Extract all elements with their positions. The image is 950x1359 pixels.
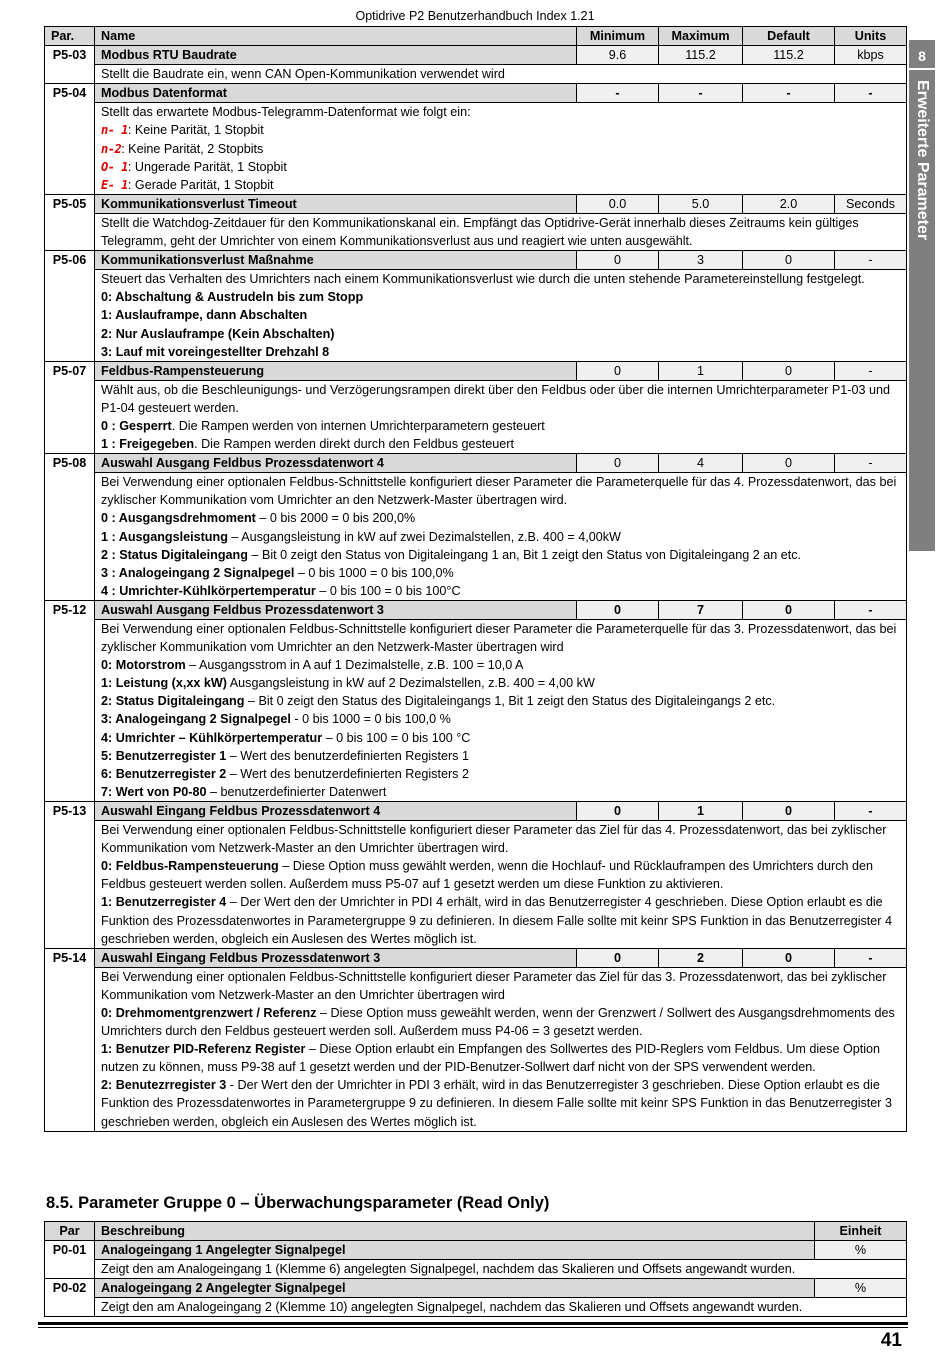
option-label: 0: Feldbus-Rampensteuerung [101, 859, 279, 874]
param-minimum: - [577, 84, 659, 103]
option-line [101, 306, 900, 324]
param-description [95, 473, 907, 601]
option-label: 0 : Ausgangsdrehmoment [101, 511, 256, 526]
option-label: 3: Analogeingang 2 Signalpegel [101, 712, 291, 727]
option-text: – Bit 0 zeigt den Status des Digitaleingangs 1, Bit 1 zeigt den Status des Digitaleingangs 2 etc. [244, 694, 776, 709]
display-code: n- 1 [101, 123, 128, 138]
option-text: – Diese Option muss gewählt werden, wenn die Hochlauf- und Rücklauframpen des Umrichters durch den Feldbus gesteuert werden sollen. Außerdem muss P5-07 auf 1 gesetzt werden um diese Funktion zu aktivieren. [101, 859, 874, 892]
option-line [101, 564, 900, 582]
monitoring-parameter-table [44, 1221, 907, 1317]
option-label: 7: Wert von P0-80 [101, 784, 207, 799]
option-line [101, 729, 900, 747]
option-line [101, 710, 900, 728]
param-units: - [835, 948, 907, 967]
col-header-default: Default [743, 27, 835, 46]
option-text: – Wert des benutzerdefinierten Registers 1 [226, 748, 469, 763]
option-line [101, 158, 900, 176]
table-row-description [45, 270, 907, 361]
param-maximum: 1 [659, 361, 743, 380]
option-label: 2 : Status Digitaleingang [101, 547, 248, 562]
option-text: . Die Rampen werden direkt durch den Feldbus gesteuert [194, 437, 514, 452]
table-row [45, 1279, 907, 1298]
param-name: Auswahl Ausgang Feldbus Prozessdatenwort 4 [95, 454, 577, 473]
table-row [45, 46, 907, 65]
param-code: P5-13 [45, 801, 95, 948]
option-text: – Diese Option muss geweählt werden, wenn der Grenzwert / Sollwert des Ausgangsdrehmoments des Umrichters durch den Feldbus gesteuert werden soll. Außerdem muss P4-06 = 3 gesetzt werden. [101, 1005, 895, 1039]
option-label: 0: Abschaltung & Austrudeln bis zum Stopp [101, 290, 364, 305]
param-default: 0 [743, 948, 835, 967]
option-label: 1: Benutzer PID-Referenz Register [101, 1042, 306, 1057]
param-units: - [835, 84, 907, 103]
option-text: : Ungerade Parität, 1 Stopbit [127, 159, 287, 174]
param-code: P5-05 [45, 194, 95, 250]
table-row-description [45, 103, 907, 194]
param-units: - [835, 361, 907, 380]
option-line [101, 783, 900, 801]
section-title: 8.5. Parameter Gruppe 0 – Überwachungsparameter (Read Only) [46, 1194, 550, 1212]
param-maximum: 5.0 [659, 194, 743, 213]
chapter-side-tab [909, 40, 935, 551]
footer-rule-thin [38, 1327, 908, 1328]
col-header-par: Par [45, 1222, 95, 1241]
option-text: – Bit 0 zeigt den Status von Digitaleingang 1 an, Bit 1 zeigt den Status von Digitaleingang 2 an etc. [247, 547, 802, 562]
col-header-minimum: Minimum [577, 27, 659, 46]
param-description [95, 103, 907, 194]
param-minimum: 0 [577, 251, 659, 270]
option-text: : Keine Parität, 1 Stopbit [127, 123, 264, 138]
option-text: – 0 bis 1000 = 0 bis 100,0% [294, 565, 454, 580]
option-label: 3: Lauf mit voreingestellter Drehzahl 8 [101, 344, 330, 359]
option-line [101, 176, 900, 194]
table-row [45, 801, 907, 820]
param-maximum: 7 [659, 600, 743, 619]
option-line [101, 893, 900, 947]
param-code: P5-03 [45, 46, 95, 84]
option-text: – Wert des benutzerdefinierten Registers 2 [226, 766, 469, 781]
option-label: 6: Benutzerregister 2 [101, 766, 227, 781]
param-description: Stellt die Baudrate ein, wenn CAN Open-Kommunikation verwendet wird [95, 65, 907, 84]
col-header-units: Units [835, 27, 907, 46]
param-minimum: 9.6 [577, 46, 659, 65]
option-line [101, 140, 900, 158]
option-text: – 0 bis 100 = 0 bis 100 °C [322, 730, 471, 745]
table-row [45, 1241, 907, 1260]
option-label: 2: Status Digitaleingang [101, 694, 245, 709]
param-maximum: - [659, 84, 743, 103]
option-line [101, 1076, 900, 1130]
param-maximum: 1 [659, 801, 743, 820]
param-code: P5-12 [45, 600, 95, 801]
page-number: 41 [880, 1330, 902, 1351]
option-text: : Gerade Parität, 1 Stopbit [127, 177, 274, 192]
param-maximum: 3 [659, 251, 743, 270]
param-name: Analogeingang 2 Angelegter Signalpegel [95, 1279, 815, 1298]
option-line [101, 121, 900, 139]
param-maximum: 4 [659, 454, 743, 473]
display-code: E- 1 [101, 177, 128, 192]
param-default: 115.2 [743, 46, 835, 65]
option-label: 0: Motorstrom [101, 658, 186, 673]
param-default: 0 [743, 454, 835, 473]
table-row [45, 361, 907, 380]
param-units: kbps [835, 46, 907, 65]
param-description-intro: Stellt das erwartete Modbus-Telegramm-Datenformat wie folgt ein: [101, 105, 471, 120]
param-description [95, 821, 907, 949]
param-minimum: 0 [577, 454, 659, 473]
param-description-intro: Steuert das Verhalten des Umrichters nach einem Kommunikationsverlust wie durch die unten stehende Parametereinstellung festgelegt. [101, 272, 865, 287]
option-line [101, 582, 900, 600]
option-text: Ausgangsleistung in kW auf 2 Dezimalstellen, z.B. 400 = 4,00 kW [226, 676, 595, 691]
option-text: – Ausgangsstrom in A auf 1 Dezimalstelle, z.B. 100 = 10,0 A [185, 658, 524, 673]
param-units: - [835, 801, 907, 820]
option-label: 1: Leistung (x,xx kW) [101, 676, 227, 691]
param-name: Auswahl Ausgang Feldbus Prozessdatenwort 3 [95, 600, 577, 619]
param-default: 0 [743, 251, 835, 270]
option-line [101, 857, 900, 893]
param-code: P0-01 [45, 1241, 95, 1279]
table-row-description [45, 967, 907, 1131]
option-text: - Der Wert den der Umrichter in PDI 3 erhält, wird in das Benutzerregister 3 geschrieben. Diese Option erlaubt es die Funktion des Prozessdatenwortes in Parametergruppe 9 zu definieren. In diesem Falle sollte mit keinr SPS Funktion in das Benutzerregister 3 geschrieben werden, obgleich ein Auslesen des Wertes möglich ist. [101, 1078, 893, 1129]
param-description: Zeigt den am Analogeingang 2 (Klemme 10) angelegten Signalpegel, nachdem das Skalieren und Offsets angewandt wurden. [95, 1298, 907, 1317]
param-name: Analogeingang 1 Angelegter Signalpegel [95, 1241, 815, 1260]
table-row-description [45, 213, 907, 250]
table-row [45, 251, 907, 270]
option-text: – benutzerdefinierter Datenwert [206, 784, 387, 799]
footer-rule [38, 1322, 908, 1325]
table-row-description [45, 821, 907, 949]
option-text: – Der Wert den der Umrichter in PDI 4 erhält, wird in das Benutzerregister 4 geschrieben. Diese Option erlaubt es die Funktion des Prozessdatenwortes in Parametergruppe 9 zu definieren. In diesem Falle sollte mit keinr SPS Funktion in das Benutzerregister 4 geschrieben werden, obgleich ein Auslesen des Wertes möglich ist. [101, 895, 893, 946]
option-label: 5: Benutzerregister 1 [101, 748, 227, 763]
col-header-description: Beschreibung [95, 1222, 815, 1241]
option-line [101, 546, 900, 564]
option-text: – 0 bis 2000 = 0 bis 200,0% [255, 511, 416, 526]
table-row-description [45, 620, 907, 802]
option-line [101, 325, 900, 343]
chapter-number: 8 [909, 48, 935, 70]
display-code: n-2 [101, 141, 122, 156]
table-row-description [45, 1298, 907, 1317]
param-minimum: 0 [577, 600, 659, 619]
param-minimum: 0 [577, 948, 659, 967]
param-name: Modbus Datenformat [95, 84, 577, 103]
option-label: 2: Benutezrregister 3 [101, 1078, 227, 1093]
option-label: 1 : Ausgangsleistung [101, 529, 228, 544]
param-default: 0 [743, 600, 835, 619]
param-name: Kommunikationsverlust Timeout [95, 194, 577, 213]
display-code: O- 1 [101, 159, 128, 174]
option-label: 2: Nur Auslauframpe (Kein Abschalten) [101, 326, 335, 341]
option-text: – 0 bis 100 = 0 bis 100°C [315, 583, 461, 598]
option-label: 4 : Umrichter-Kühlkörpertemperatur [101, 583, 316, 598]
col-header-maximum: Maximum [659, 27, 743, 46]
param-default: 0 [743, 361, 835, 380]
param-units: - [835, 251, 907, 270]
param-code: P5-04 [45, 84, 95, 195]
param-description-intro: Bei Verwendung einer optionalen Feldbus-Schnittstelle konfiguriert dieser Parameter das Ziel für das 4. Prozessdatenwort, das bei zyklischer Kommunikation vom Netzwerk-Master an den Umrichter übertragen wird. [101, 823, 887, 856]
param-description-intro: Wählt aus, ob die Beschleunigungs- und Verzögerungsrampen direkt über den Feldbus oder über die internen Umrichterparameter P1-03 und P1-04 gesteuert werden. [101, 382, 890, 415]
param-name: Feldbus-Rampensteuerung [95, 361, 577, 380]
option-label: 0 : Gesperrt [101, 418, 172, 433]
table-row-description [45, 380, 907, 453]
option-line [101, 765, 900, 783]
option-label: 1: Auslauframpe, dann Abschalten [101, 308, 308, 323]
table-row [45, 948, 907, 967]
option-label: 0: Drehmomentgrenzwert / Referenz [101, 1005, 317, 1020]
param-name: Auswahl Eingang Feldbus Prozessdatenwort 4 [95, 801, 577, 820]
param-name: Kommunikationsverlust Maßnahme [95, 251, 577, 270]
param-name: Modbus RTU Baudrate [95, 46, 577, 65]
option-text: . Die Rampen werden von internen Umrichterparametern gesteuert [171, 418, 545, 433]
table-row-description [45, 65, 907, 84]
table-header-row [45, 1222, 907, 1241]
param-description-intro: Bei Verwendung einer optionalen Feldbus-Schnittstelle konfiguriert dieser Parameter die Parameterquelle für das 3. Prozessdatenwort, das bei zyklischer Kommunikation vom Umrichter an den Netzwerk-Master übertragen wird [101, 622, 897, 655]
param-code: P5-08 [45, 454, 95, 601]
param-code: P0-02 [45, 1279, 95, 1317]
option-line [101, 288, 900, 306]
option-line [101, 1004, 900, 1040]
param-default: - [743, 84, 835, 103]
option-line [101, 435, 900, 453]
table-row [45, 84, 907, 103]
option-line [101, 528, 900, 546]
param-default: 0 [743, 801, 835, 820]
table-row [45, 194, 907, 213]
table-header-row [45, 27, 907, 46]
chapter-label: Erweiterte Parameter [914, 80, 931, 241]
param-default: 2.0 [743, 194, 835, 213]
option-text: : Keine Parität, 2 Stopbits [121, 141, 264, 156]
param-code: P5-06 [45, 251, 95, 362]
option-text: – Ausgangsleistung in kW auf zwei Dezimalstellen, z.B. 400 = 4,00kW [227, 529, 621, 544]
option-line [101, 343, 900, 361]
option-label: 3 : Analogeingang 2 Signalpegel [101, 565, 295, 580]
col-header-unit: Einheit [815, 1222, 907, 1241]
param-description [95, 967, 907, 1131]
option-text: - 0 bis 1000 = 0 bis 100,0 % [290, 712, 451, 727]
col-header-par: Par. [45, 27, 95, 46]
table-row-description [45, 473, 907, 601]
col-header-name: Name [95, 27, 577, 46]
option-line [101, 417, 900, 435]
table-row [45, 600, 907, 619]
option-line [101, 1040, 900, 1076]
param-maximum: 2 [659, 948, 743, 967]
param-minimum: 0.0 [577, 194, 659, 213]
param-description: Zeigt den am Analogeingang 1 (Klemme 6) angelegten Signalpegel, nachdem das Skalieren und Offsets angewandt wurden. [95, 1260, 907, 1279]
param-minimum: 0 [577, 361, 659, 380]
param-description [95, 380, 907, 453]
option-text: – Diese Option erlaubt ein Empfangen des Sollwertes des PID-Reglers vom Feldbus. Um diese Option nutzen zu können, muss P9-38 auf 1 gesetzt werden und der PID-Benutzer-Sollwert darf nicht von der SPS verwendent werden. [101, 1042, 881, 1075]
param-units: - [835, 454, 907, 473]
option-line [101, 692, 900, 710]
table-row [45, 454, 907, 473]
param-description-intro: Bei Verwendung einer optionalen Feldbus-Schnittstelle konfiguriert dieser Parameter die Parameterquelle für das 4. Prozessdatenwort, das bei zyklischer Kommunikation vom Umrichter an den Netzwerk-Master übertragen wird. [101, 475, 897, 508]
option-line [101, 674, 900, 692]
param-description [95, 620, 907, 802]
param-description [95, 270, 907, 361]
option-label: 4: Umrichter – Kühlkörpertemperatur [101, 730, 323, 745]
param-units: Seconds [835, 194, 907, 213]
option-line [101, 656, 900, 674]
param-minimum: 0 [577, 801, 659, 820]
param-code: P5-14 [45, 948, 95, 1131]
parameter-table [44, 26, 907, 1132]
param-code: P5-07 [45, 361, 95, 453]
param-description-intro: Bei Verwendung einer optionalen Feldbus-Schnittstelle konfiguriert dieser Parameter das Ziel für das 3. Prozessdatenwort, das bei zyklischer Kommunikation vom Netzwerk-Master an den Umrichter übertragen wird [101, 969, 887, 1002]
param-units: - [835, 600, 907, 619]
param-unit: % [815, 1241, 907, 1260]
param-name: Auswahl Eingang Feldbus Prozessdatenwort 3 [95, 948, 577, 967]
param-maximum: 115.2 [659, 46, 743, 65]
option-line [101, 509, 900, 527]
option-label: 1 : Freigegeben [101, 437, 195, 452]
table-row-description [45, 1260, 907, 1279]
option-line [101, 747, 900, 765]
option-label: 1: Benutzerregister 4 [101, 895, 227, 910]
param-description: Stellt die Watchdog-Zeitdauer für den Kommunikationskanal ein. Empfängt das Optidrive-Gerät innerhalb dieses Zeitraums kein gültiges Telegramm, geht der Umrichter von einem Kommunikationsverlust aus und reagiert wie unten ausgewählt. [95, 213, 907, 250]
page-header: Optidrive P2 Benutzerhandbuch Index 1.21 [355, 9, 595, 23]
param-unit: % [815, 1279, 907, 1298]
